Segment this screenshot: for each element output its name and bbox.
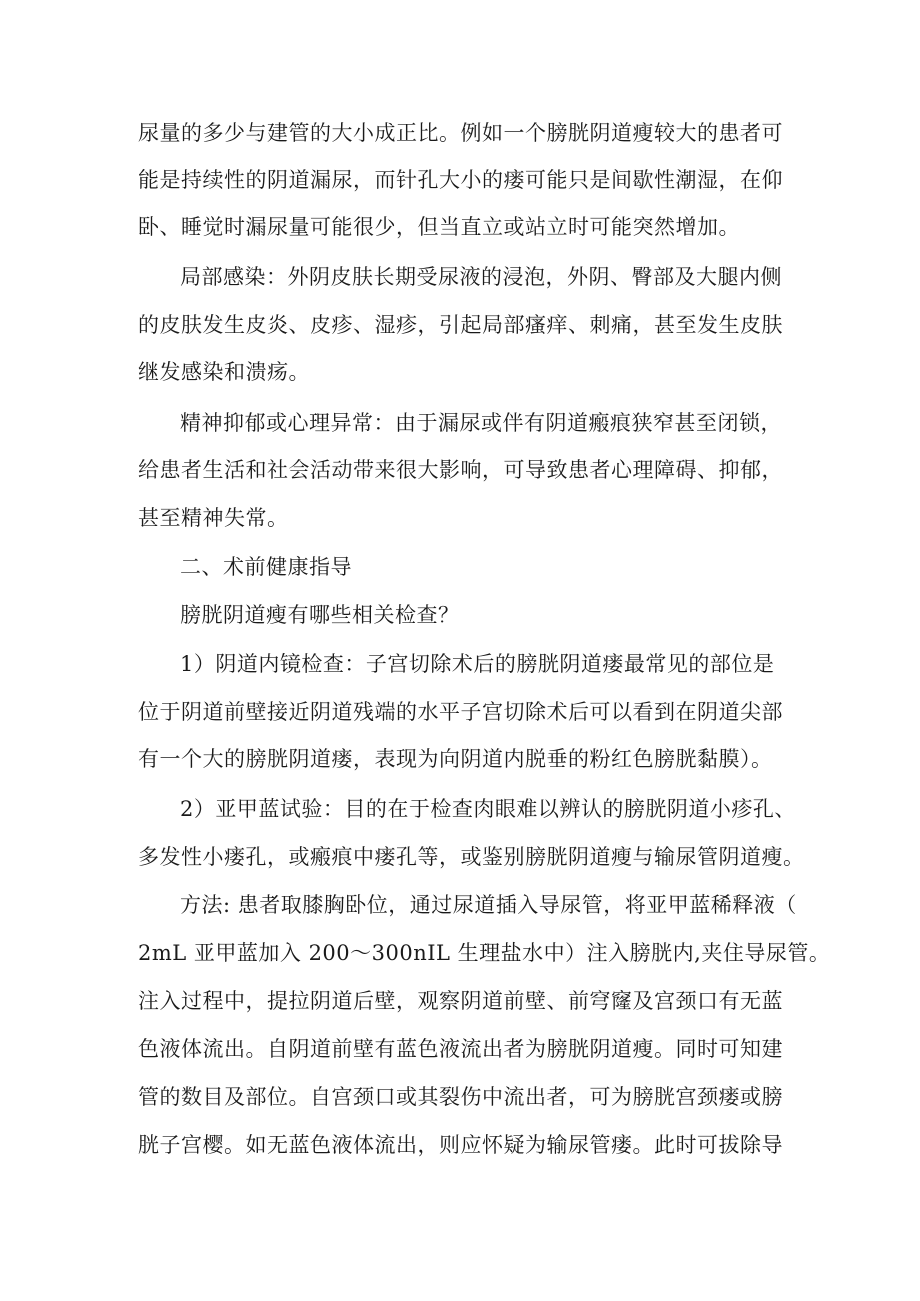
paragraph-line: 胱子宫樱。如无蓝色液体流出，则应怀疑为输尿管瘘。此时可拔除导 xyxy=(138,1133,783,1157)
paragraph-line: 继发感染和溃疡。 xyxy=(138,360,310,384)
paragraph-line: 膀胱阴道瘦有哪些相关检查？ xyxy=(180,603,460,627)
paragraph-line: 局部感染：外阴皮肤长期受尿液的浸泡，外阴、臀部及大腿内侧 xyxy=(180,265,782,289)
paragraph-line: 2mL 亚甲蓝加入 200～300nIL 生理盐水中）注入膀胱内,夹住导尿管。 xyxy=(138,941,831,965)
paragraph-line: 能是持续性的阴道漏尿，而针孔大小的瘘可能只是间歇性潮湿，在仰 xyxy=(138,168,783,192)
paragraph-line: 多发性小瘘孔，或瘢痕中瘘孔等，或鉴别膀胱阴道瘦与输尿管阴道瘦。 xyxy=(138,845,805,869)
paragraph-line: 卧、睡觉时漏尿量可能很少，但当直立或站立时可能突然增加。 xyxy=(138,215,740,239)
paragraph-line: 精神抑郁或心理异常：由于漏尿或伴有阴道瘢痕狭窄甚至闭锁， xyxy=(180,411,782,435)
paragraph-line: 注入过程中，提拉阴道后壁，观察阴道前壁、前穹窿及宫颈口有无蓝 xyxy=(138,989,783,1013)
paragraph-line: 位于阴道前壁接近阴道残端的水平子宫切除术后可以看到在阴道尖部 xyxy=(138,700,783,724)
paragraph-line: 色液体流出。自阴道前壁有蓝色液流出者为膀胱阴道瘦。同时可知建 xyxy=(138,1037,783,1061)
paragraph-line: 尿量的多少与建管的大小成正比。例如一个膀胱阴道瘦较大的患者可 xyxy=(138,121,783,145)
paragraph-line: 的皮肤发生皮炎、皮疹、湿疹，引起局部瘙痒、刺痛，甚至发生皮肤 xyxy=(138,313,783,337)
paragraph-line: 1）阴道内镜检查：子宫切除术后的膀胱阴道瘘最常见的部位是 xyxy=(180,652,775,676)
paragraph-line: 2）亚甲蓝试验：目的在于检查肉眼难以辨认的膀胱阴道小疹孔、 xyxy=(180,797,796,821)
paragraph-line: 管的数目及部位。自宫颈口或其裂伤中流出者，可为膀胱宫颈瘘或膀 xyxy=(138,1085,783,1109)
paragraph-line: 甚至精神失常。 xyxy=(138,506,289,530)
section-heading: 二、术前健康指导 xyxy=(180,555,352,579)
paragraph-line: 有一个大的膀胱阴道瘘，表现为向阴道内脱垂的粉红色膀胱黏膜）。 xyxy=(138,747,773,771)
paragraph-line: 给患者生活和社会活动带来很大影响，可导致患者心理障碍、抑郁， xyxy=(138,458,783,482)
paragraph-line: 方法: 患者取膝胸卧位，通过尿道插入导尿管，将亚甲蓝稀释液（ xyxy=(180,893,797,917)
